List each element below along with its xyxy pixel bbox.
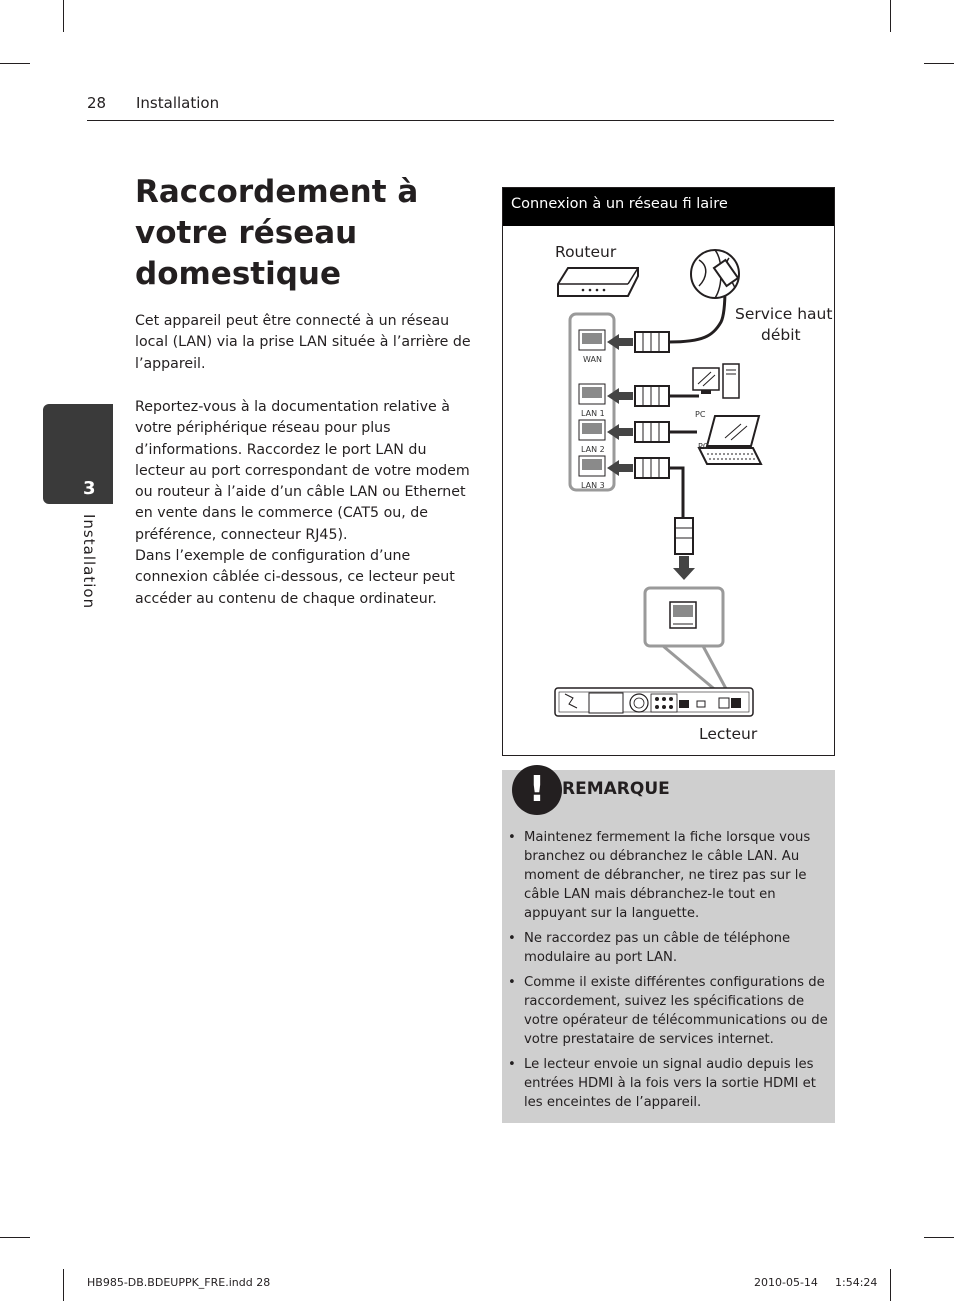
exclamation-icon: !: [512, 765, 562, 815]
bullet: •: [508, 975, 516, 990]
laptop-pc-icon: [699, 416, 761, 464]
router-label: Routeur: [555, 243, 617, 261]
player-rear-panel-icon: [555, 688, 753, 716]
lan1-port-label: LAN 1: [581, 409, 605, 418]
lan1-port-icon: [579, 384, 605, 404]
lan2-port-icon: [579, 420, 605, 440]
player-lan-callout: [645, 588, 731, 698]
note-item-text: Le lecteur envoie un signal audio depuis les entrées HDMI à la fois vers la sortie HDMI et les enceintes de l’appareil.: [524, 1057, 816, 1110]
lan-cable: [669, 288, 725, 518]
crop-mark: [890, 0, 891, 32]
lan3-port-icon: [579, 456, 605, 476]
note-item: [508, 1055, 830, 1112]
desktop-pc-label: PC: [695, 410, 706, 419]
crop-mark: [890, 1269, 891, 1301]
broadband-label-line1: Service haut: [735, 305, 833, 323]
globe-icon: [691, 250, 739, 298]
crop-mark: [924, 1237, 954, 1238]
lan2-port-label: LAN 2: [581, 445, 605, 454]
router-icon: [558, 268, 638, 296]
bullet: •: [508, 1057, 516, 1072]
footer-date: 2010-05-14: [754, 1276, 818, 1289]
laptop-pc-label: PC: [698, 442, 709, 451]
wired-network-figure: [502, 187, 835, 756]
page-title: Raccordement à votre réseau domestique: [135, 174, 419, 292]
footer-filename: HB985-DB.BDEUPPK_FRE.indd 28: [87, 1276, 271, 1289]
chapter-label: Installation: [80, 514, 98, 610]
documentation-paragraph: Reportez-vous à la documentation relative à votre périphérique réseau pour plus d’informations. Raccordez le port LAN du lecteur au port correspondant de votre modem ou routeur à l’aide d’un câble LAN ou Ethernet en vente dans le commerce (CAT5 ou, de préférence, connecteur RJ45).: [135, 399, 470, 543]
running-header-section: Installation: [136, 94, 220, 112]
note-item-text: Ne raccordez pas un câble de téléphone modulaire au port LAN.: [524, 931, 791, 965]
note-item-text: Maintenez fermement la fiche lorsque vous branchez ou débranchez le câble LAN. Au moment de débrancher, ne tirez pas sur le câble LAN mais débranchez-le tout en appuyant sur la languette.: [524, 830, 811, 921]
lan3-port-label: LAN 3: [581, 481, 605, 490]
note-list: [508, 828, 830, 1118]
rj45-plug-icon: [635, 332, 693, 554]
crop-mark: [0, 1237, 30, 1238]
bullet: •: [508, 830, 516, 845]
player-label: Lecteur: [699, 725, 758, 743]
wan-port-icon: [579, 330, 605, 350]
crop-mark: [0, 63, 30, 64]
broadband-label-line2: débit: [761, 326, 801, 344]
example-paragraph: Dans l’exemple de configuration d’une connexion câblée ci-dessous, ce lecteur peut accéder au contenu de chaque ordinateur.: [135, 548, 455, 607]
figure-title: Connexion à un réseau fi laire: [511, 196, 728, 212]
note-title: REMARQUE: [562, 779, 670, 799]
arrow-icon: [607, 334, 633, 476]
intro-paragraph: Cet appareil peut être connecté à un réseau local (LAN) via la prise LAN située à l’arrière de l’appareil.: [135, 313, 471, 372]
note-item-text: Comme il existe différentes configurations de raccordement, suivez les spécifications de votre opérateur de télécommunications ou de votre prestataire de services internet.: [524, 975, 828, 1047]
note-item: [508, 929, 830, 967]
note-box: [502, 770, 835, 1123]
crop-mark: [63, 1269, 64, 1301]
note-item: [508, 973, 830, 1049]
desktop-pc-icon: [693, 364, 739, 398]
chapter-number: 3: [83, 478, 96, 499]
wan-port-label: WAN: [583, 355, 602, 364]
crop-mark: [924, 63, 954, 64]
note-item: [508, 828, 830, 923]
figure-header: [503, 188, 834, 226]
bullet: •: [508, 931, 516, 946]
footer-time: 1:54:24: [835, 1276, 878, 1289]
chapter-tab: [43, 404, 113, 504]
down-arrow-icon: [673, 556, 695, 580]
crop-mark: [63, 0, 64, 32]
running-header: [87, 92, 834, 121]
page-number: 28: [87, 94, 107, 112]
